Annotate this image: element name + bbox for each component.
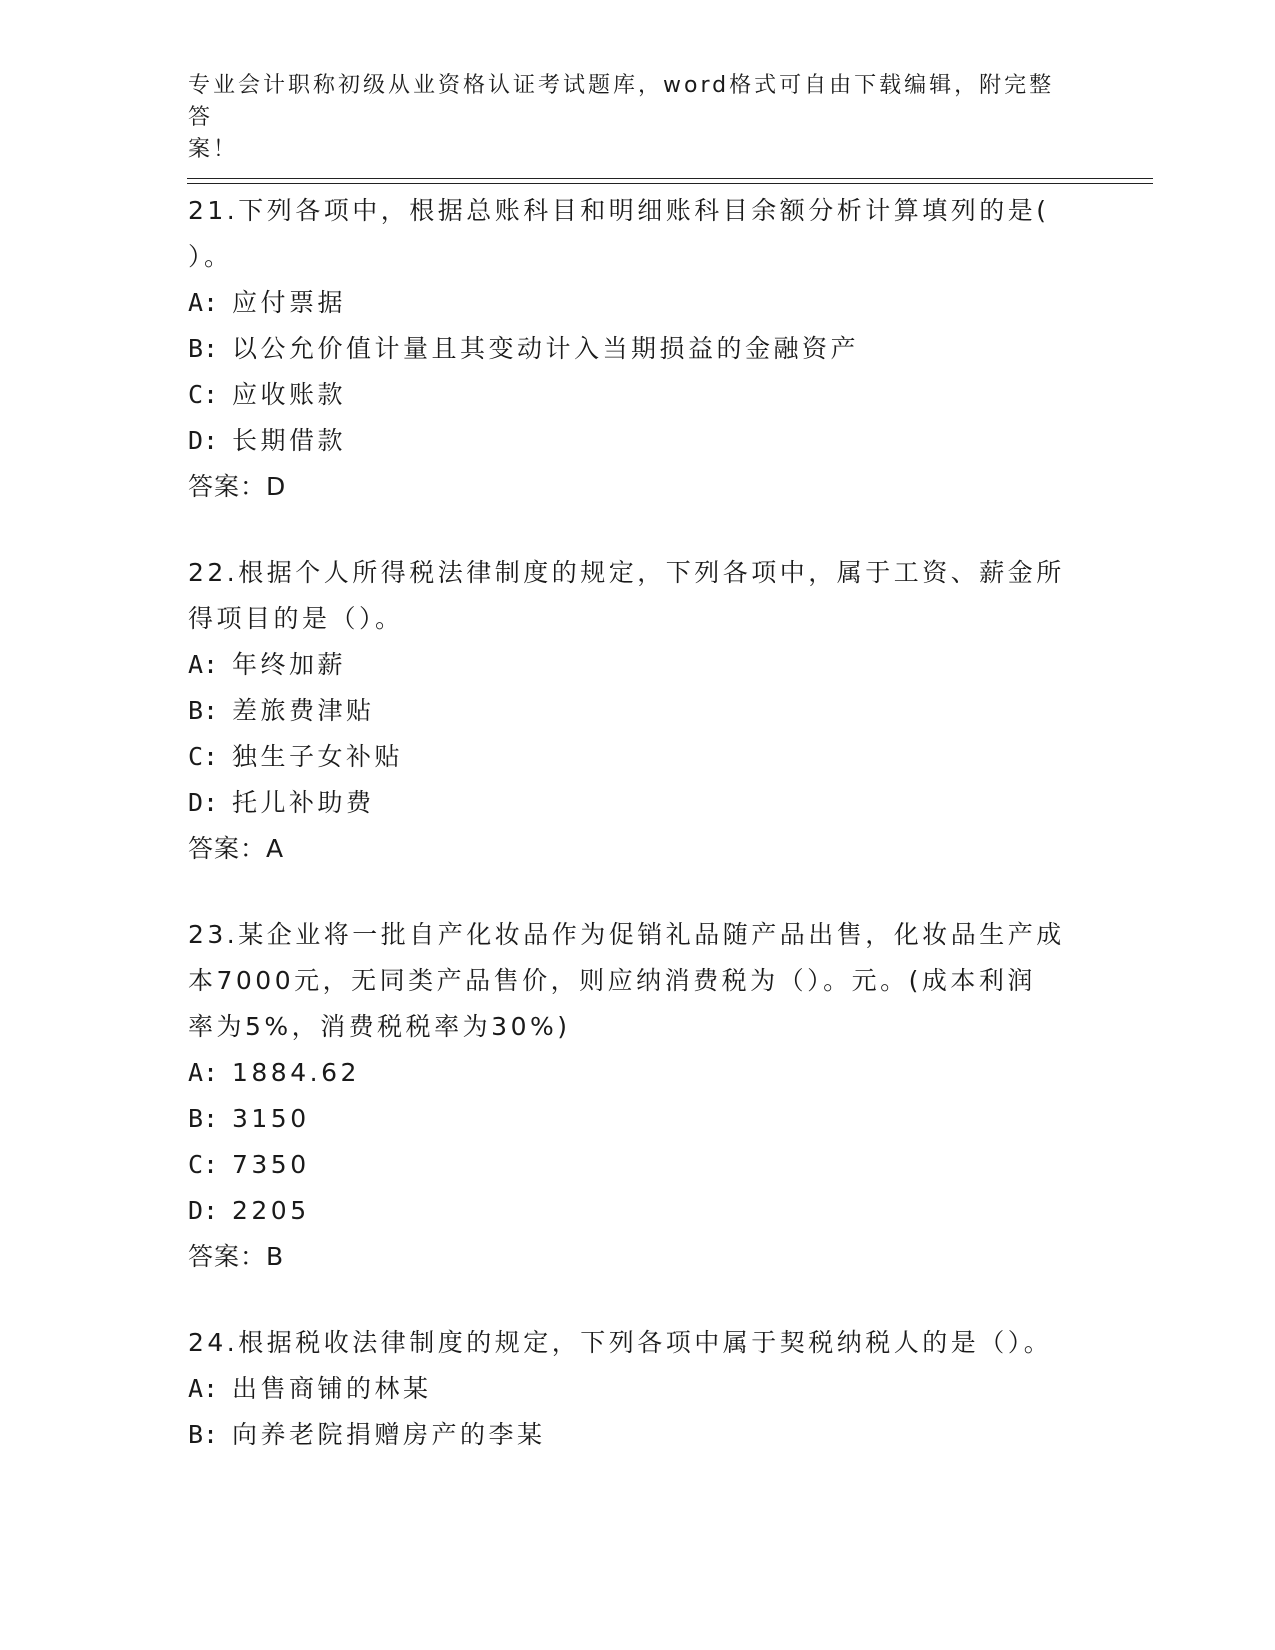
question-stem: 23.某企业将一批自产化妆品作为促销礼品随产品出售，化妆品生产成 <box>188 920 1065 949</box>
option-text: 7350 <box>232 1150 310 1179</box>
question-22 <box>188 550 1068 872</box>
option-d <box>188 1188 1068 1234</box>
question-stem: 24.根据税收法律制度的规定，下列各项中属于契税纳税人的是（）。 <box>188 1328 1053 1357</box>
option-text: 托儿补助费 <box>232 788 375 817</box>
question-stem: 本7000元，无同类产品售价，则应纳消费税为（）。元。(成本利润 <box>188 966 1036 995</box>
option-a <box>188 280 1068 326</box>
option-key: C: <box>188 742 219 771</box>
question-stem: 率为5%，消费税税率为30%) <box>188 1012 571 1041</box>
question-stem: ）。 <box>188 242 233 271</box>
question-stem: 22.根据个人所得税法律制度的规定，下列各项中，属于工资、薪金所 <box>188 558 1065 587</box>
option-key: A: <box>188 1058 219 1087</box>
option-key: D: <box>188 426 219 455</box>
option-key: C: <box>188 1150 219 1179</box>
option-key: A: <box>188 650 219 679</box>
question-stem: 21.下列各项中，根据总账科目和明细账科目余额分析计算填列的是( <box>188 196 1050 225</box>
option-text: 应收账款 <box>232 380 347 409</box>
option-c <box>188 372 1068 418</box>
option-text: 独生子女补贴 <box>232 742 404 771</box>
option-a <box>188 1366 1068 1412</box>
option-text: 1884.62 <box>232 1058 360 1087</box>
option-b <box>188 1412 1068 1458</box>
option-text: 长期借款 <box>232 426 347 455</box>
option-text: 差旅费津贴 <box>232 696 375 725</box>
option-c <box>188 734 1068 780</box>
header-line-1: 专业会计职称初级从业资格认证考试题库，word格式可自由下载编辑，附完整答 <box>188 73 1055 130</box>
option-key: D: <box>188 1196 219 1225</box>
question-23 <box>188 912 1068 1280</box>
answer-label: 答案：D <box>188 472 287 501</box>
answer-label: 答案：A <box>188 834 285 863</box>
option-text: 以公允价值计量且其变动计入当期损益的金融资产 <box>232 334 860 363</box>
header-divider-top <box>187 178 1153 179</box>
question-24 <box>188 1320 1068 1458</box>
option-b <box>188 326 1068 372</box>
option-key: B: <box>188 334 219 363</box>
option-key: B: <box>188 1104 219 1133</box>
option-text: 出售商铺的林某 <box>232 1374 432 1403</box>
option-b <box>188 688 1068 734</box>
option-key: A: <box>188 288 219 317</box>
header-line-2: 案！ <box>188 137 239 162</box>
option-text: 2205 <box>232 1196 310 1225</box>
question-stem: 得项目的是（）。 <box>188 604 404 633</box>
option-text: 年终加薪 <box>232 650 347 679</box>
header-divider-bottom <box>187 183 1153 184</box>
option-key: C: <box>188 380 219 409</box>
option-key: D: <box>188 788 219 817</box>
option-text: 3150 <box>232 1104 310 1133</box>
answer-label: 答案：B <box>188 1242 285 1271</box>
option-text: 向养老院捐赠房产的李某 <box>232 1420 546 1449</box>
option-key: B: <box>188 1420 219 1449</box>
option-d <box>188 780 1068 826</box>
option-c <box>188 1142 1068 1188</box>
option-text: 应付票据 <box>232 288 347 317</box>
option-b <box>188 1096 1068 1142</box>
document-header <box>188 70 1068 166</box>
option-a <box>188 1050 1068 1096</box>
option-d <box>188 418 1068 464</box>
question-21 <box>188 188 1068 510</box>
option-a <box>188 642 1068 688</box>
option-key: A: <box>188 1374 219 1403</box>
option-key: B: <box>188 696 219 725</box>
